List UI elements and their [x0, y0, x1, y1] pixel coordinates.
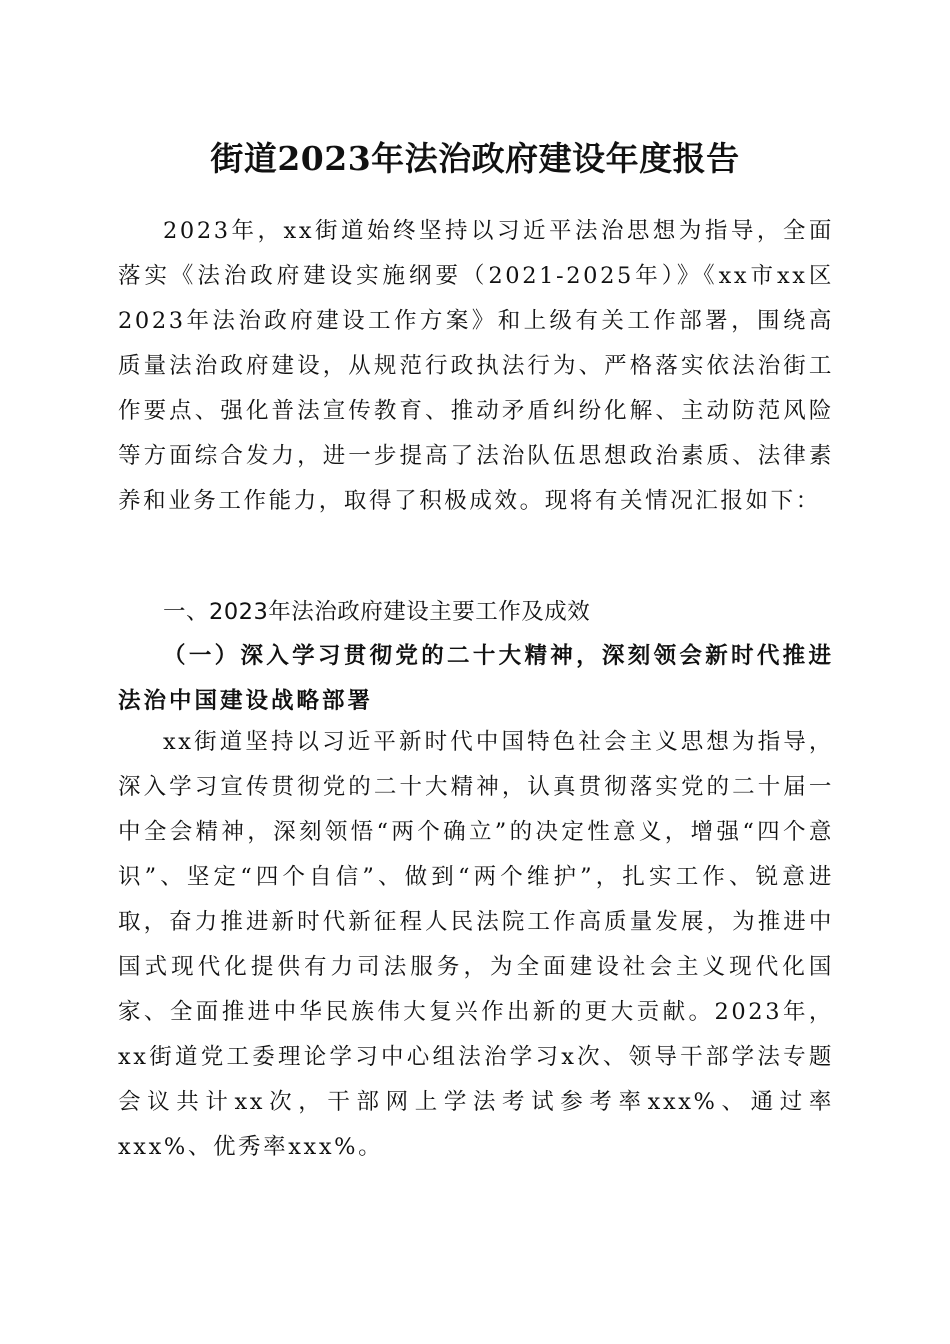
document-title: 街道2023年法治政府建设年度报告: [210, 139, 740, 178]
subsection-paragraph-1: xx街道坚持以习近平新时代中国特色社会主义思想为指导，深入学习宣传贯彻党的二十大精神，认真贯彻落实党的二十届一中全会精神，深刻领悟“两个确立”的决定性意义，增强“四个意识”、坚定“四个自信”、做到“两个维护”，扎实工作、锐意进取，奋力推进新时代新征程人民法院工作高质量发展，为推进中国式现代化提供有力司法服务，为全面建设社会主义现代化国家、全面推进中华民族伟大复兴作出新的更大贡献。2023年，xx街道党工委理论学习中心组法治学习x次、领导干部学法专题会议共计xx次，干部网上学法考试参考率xxx%、通过率xxx%、优秀率xxx%。: [118, 729, 834, 1160]
subsection-heading-1: （一）深入学习贯彻党的二十大精神，深刻领会新时代推进法治中国建设战略部署: [118, 643, 834, 714]
intro-paragraph: 2023年，xx街道始终坚持以习近平法治思想为指导，全面落实《法治政府建设实施纲要（2021-2025年）》《xx市xx区2023年法治政府建设工作方案》和上级有关工作部署，围绕高质量法治政府建设，从规范行政执法行为、严格落实依法治街工作要点、强化普法宣传教育、推动矛盾纠纷化解、主动防范风险等方面综合发力，进一步提高了法治队伍思想政治素质、法律素养和业务工作能力，取得了积极成效。现将有关情况汇报如下：: [118, 218, 834, 514]
section-heading-1: 一、2023年法治政府建设主要工作及成效: [163, 599, 591, 625]
